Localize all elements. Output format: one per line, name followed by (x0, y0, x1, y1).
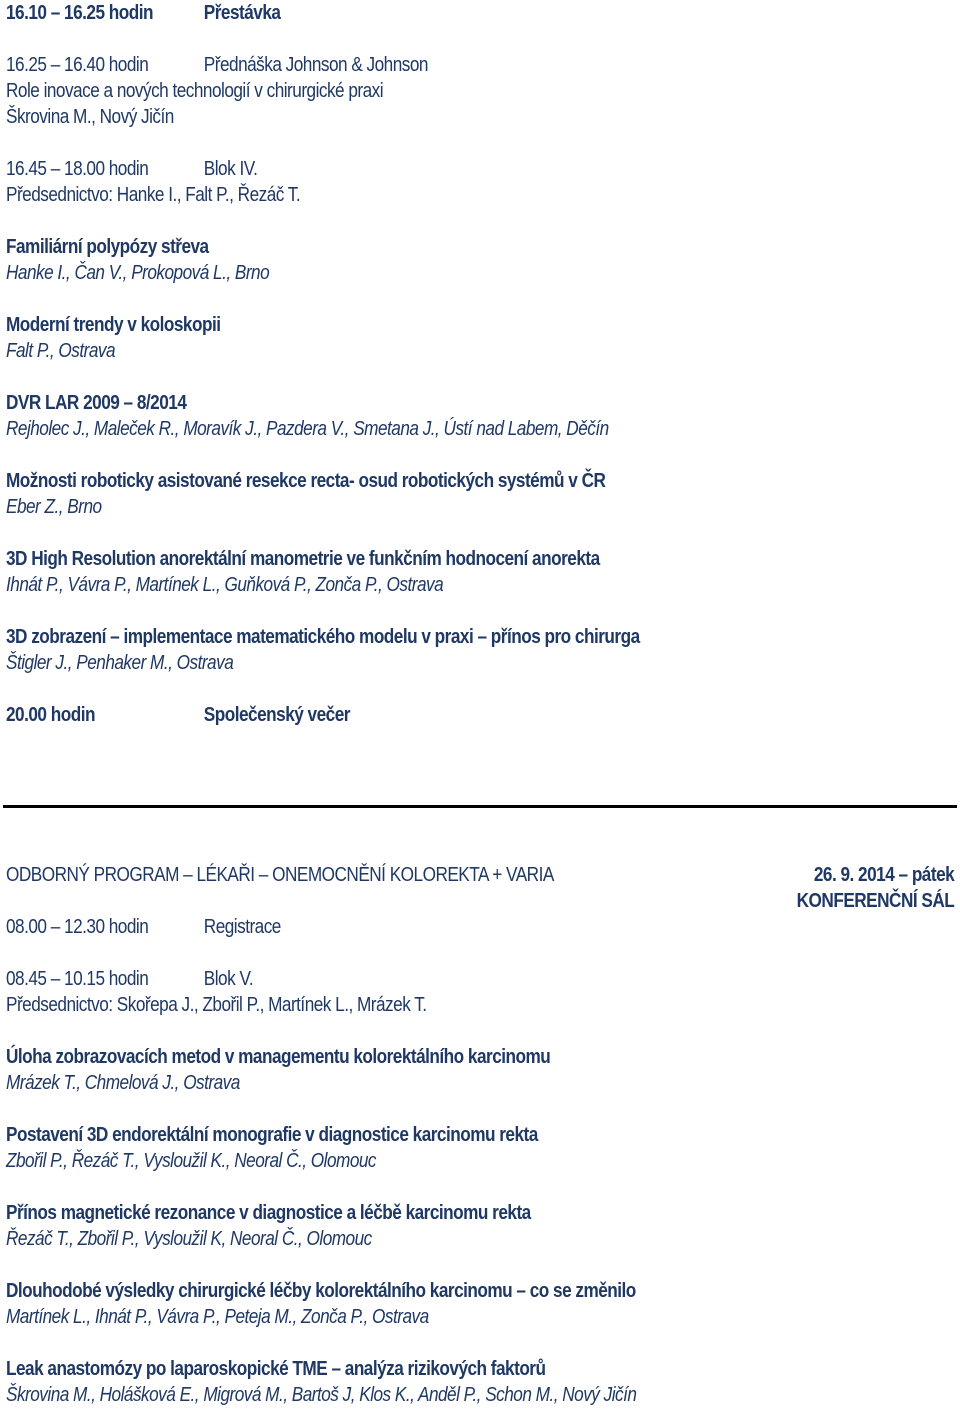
talk-title: Familiární polypózy střeva (6, 236, 209, 258)
talk-title: DVR LAR 2009 – 8/2014 (6, 392, 187, 414)
evening-time: 20.00 hodin (6, 704, 95, 726)
block4-chairs: Předsednictvo: Hanke I., Falt P., Řezáč T. (6, 184, 301, 206)
lecture-author: Škrovina M., Nový Jičín (6, 106, 174, 128)
block4-time: 16.45 – 18.00 hodin (6, 158, 149, 180)
registration-time: 08.00 – 12.30 hodin (6, 916, 149, 938)
block4-label: Blok IV. (203, 158, 258, 180)
block5-chairs: Předsednictvo: Skořepa J., Zbořil P., Martínek L., Mrázek T. (6, 994, 427, 1016)
block5-label: Blok V. (203, 968, 254, 990)
break-row (6, 0, 280, 26)
section-divider (3, 805, 957, 808)
evening-label: Společenský večer (203, 704, 350, 726)
section-heading: ODBORNÝ PROGRAM – LÉKAŘI – ONEMOCNĚNÍ KOLOREKTA + VARIA (6, 864, 554, 886)
talk-title: Moderní trendy v koloskopii (6, 314, 221, 336)
block4-header (6, 156, 257, 182)
break-label: Přestávka (203, 2, 281, 24)
talk-authors: Falt P., Ostrava (6, 340, 116, 362)
break-time: 16.10 – 16.25 hodin (6, 2, 153, 24)
registration-label: Registrace (203, 916, 281, 938)
lecture-label: Přednáška Johnson & Johnson (203, 54, 428, 76)
talk-authors: Martínek L., Ihnát P., Vávra P., Peteja M., Zonča P., Ostrava (6, 1306, 429, 1328)
talk-title: Postavení 3D endorektální monografie v diagnostice karcinomu rekta (6, 1124, 538, 1146)
talk-authors: Štigler J., Penhaker M., Ostrava (6, 652, 234, 674)
talk-title: Leak anastomózy po laparoskopické TME – analýza rizikových faktorů (6, 1358, 546, 1380)
lecture-row (6, 52, 428, 78)
section-room: KONFERENČNÍ SÁL (796, 890, 954, 912)
talk-authors: Hanke I., Čan V., Prokopová L., Brno (6, 262, 270, 284)
talk-title: Možnosti roboticky asistované resekce recta- osud robotických systémů v ČR (6, 470, 606, 492)
talk-authors: Škrovina M., Holášková E., Migrová M., Bartoš J, Klos K., Anděl P., Schon M., Nový Jičín (6, 1384, 637, 1406)
talk-title: 3D zobrazení – implementace matematického modelu v praxi – přínos pro chirurga (6, 626, 640, 648)
talk-authors: Rejholec J., Maleček R., Moravík J., Pazdera V., Smetana J., Ústí nad Labem, Děčín (6, 418, 609, 440)
registration-row (6, 914, 281, 940)
section-date: 26. 9. 2014 – pátek (813, 864, 954, 886)
lecture-time: 16.25 – 16.40 hodin (6, 54, 149, 76)
talk-title: Úloha zobrazovacích metod v managementu kolorektálního karcinomu (6, 1046, 551, 1068)
talk-authors: Řezáč T., Zbořil P., Vysloužil K, Neoral Č., Olomouc (6, 1228, 372, 1250)
talk-title: 3D High Resolution anorektální manometrie ve funkčním hodnocení anorekta (6, 548, 600, 570)
talk-title: Dlouhodobé výsledky chirurgické léčby kolorektálního karcinomu – co se změnilo (6, 1280, 636, 1302)
block5-time: 08.45 – 10.15 hodin (6, 968, 149, 990)
block5-header (6, 966, 253, 992)
talk-authors: Mrázek T., Chmelová J., Ostrava (6, 1072, 240, 1094)
talk-title: Přínos magnetické rezonance v diagnostice a léčbě karcinomu rekta (6, 1202, 531, 1224)
lecture-title: Role inovace a nových technologií v chirurgické praxi (6, 80, 384, 102)
evening-row (6, 702, 350, 728)
talk-authors: Ihnát P., Vávra P., Martínek L., Guňková P., Zonča P., Ostrava (6, 574, 444, 596)
talk-authors: Zbořil P., Řezáč T., Vysloužil K., Neoral Č., Olomouc (6, 1150, 377, 1172)
talk-authors: Eber Z., Brno (6, 496, 102, 518)
